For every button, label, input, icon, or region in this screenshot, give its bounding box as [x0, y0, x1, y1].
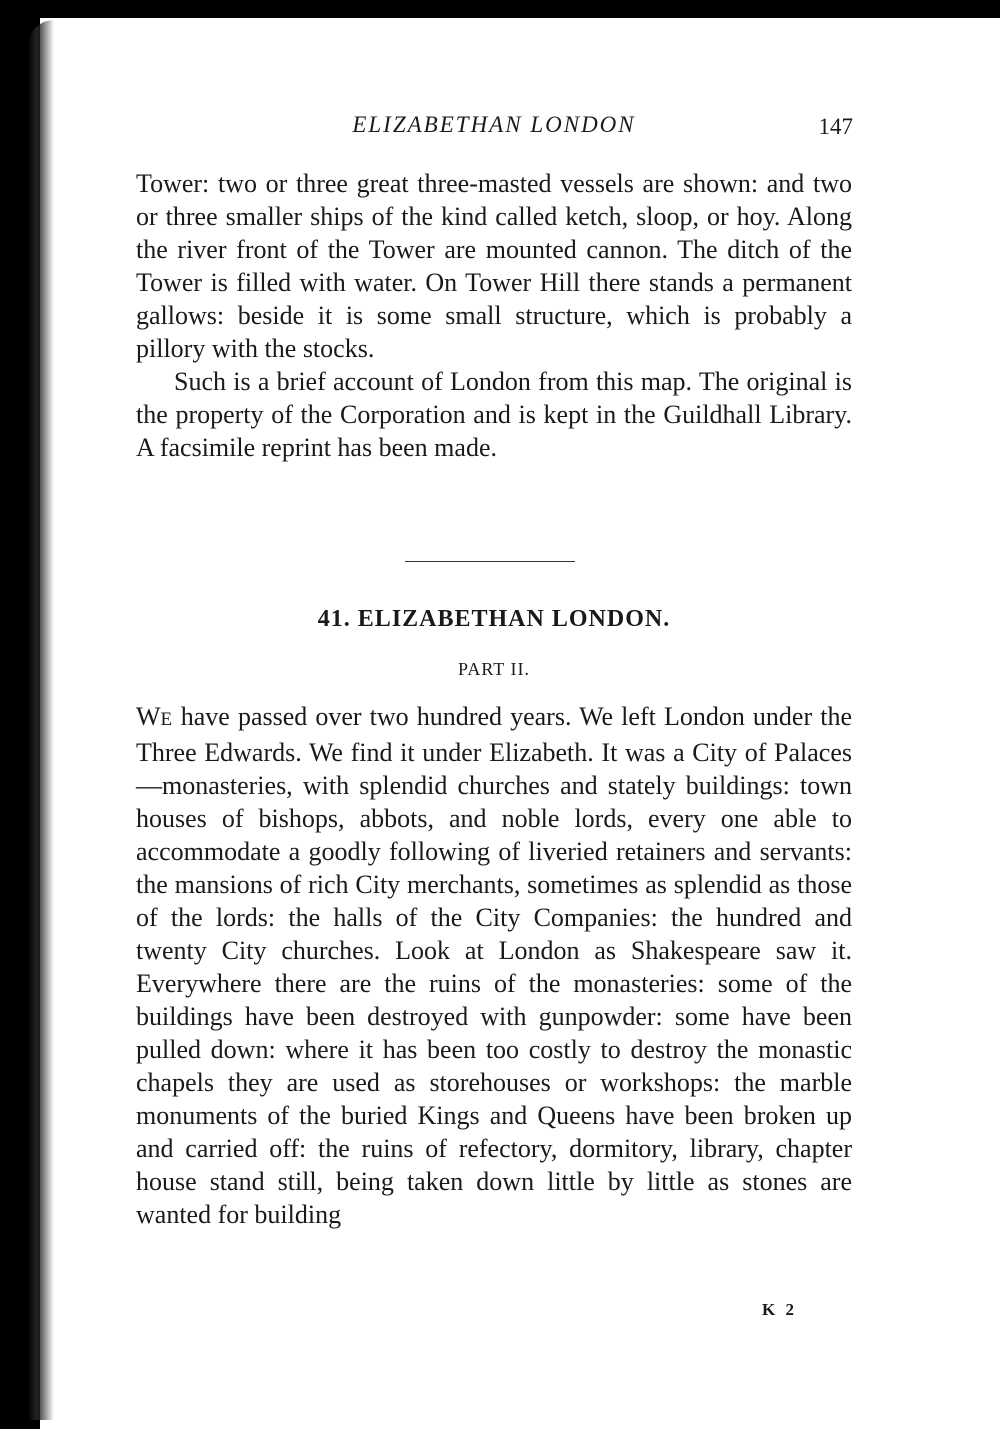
part-subtitle: PART II.	[458, 659, 530, 679]
signature-mark: K 2	[762, 1300, 797, 1319]
paragraph-map-account: Such is a brief account of London from this map. The original is the property of the Corporation and is kept in the Guildhall Library. A facsimile reprint has been made.	[136, 367, 852, 462]
scan-border-top	[40, 0, 1000, 18]
page-number: 147	[818, 114, 853, 139]
opening-paragraph-text: have passed over two hundred years. We left London under the Three Edwards. We find it under Elizabeth. It was a City of Palaces—monasteries, with splendid churches and stately buildings: town houses of bishops, abbots, and noble lords, every one able to accommodate a goodly following of liveried retainers and servants: the mansions of rich City merchants, sometimes as splendid as those of the lords: the halls of the City Companies: the hundred and twenty City churches. Look at London as Shakespeare saw it. Everywhere there are the ruins of the monasteries: some of the buildings have been destroyed with gunpowder: some have been pulled down: where it has been too costly to destroy the monastic chapels they are used as storehouses or workshops: the marble monuments of the buried Kings and Queens have been broken up and carried off: the ruins of refectory, dormitory, library, chapter house stand still, being taken down little by little as stones are wanted for building	[136, 702, 852, 1229]
scan-shadow	[28, 20, 54, 1420]
opening-initial: W	[136, 702, 161, 731]
running-title: ELIZABETHAN LONDON	[352, 112, 636, 137]
opening-smallcap: E	[160, 709, 173, 730]
body-text-chapter	[136, 700, 852, 1231]
chapter-opening-paragraph	[136, 700, 852, 1231]
paragraph-continued: Tower: two or three great three-masted vessels are shown: and two or three smaller ships of the kind called ketch, sloop, or hoy. Along the river front of the Tower are mounted cannon. The ditch of the Tower is filled with water. On Tower Hill there stands a permanent gallows: beside it is some small structure, which is probably a pillory with the stocks.	[136, 169, 852, 363]
page-header	[135, 112, 853, 146]
body-text-top	[136, 167, 852, 464]
section-divider	[405, 561, 575, 562]
chapter-title: 41. ELIZABETHAN LONDON.	[317, 606, 671, 632]
